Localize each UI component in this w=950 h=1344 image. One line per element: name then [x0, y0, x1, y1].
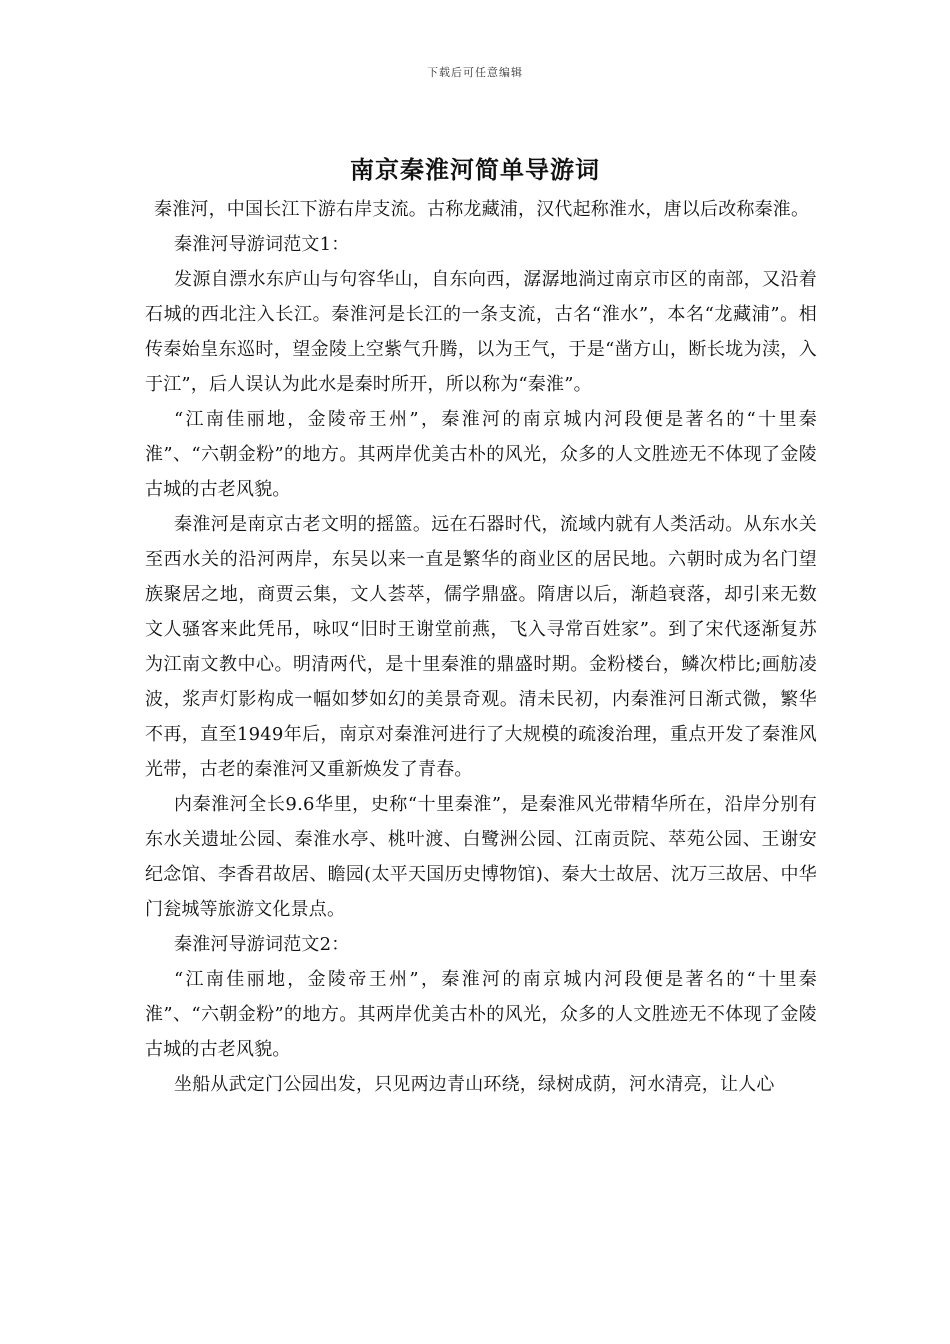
- paragraph: 内秦淮河全长9.6华里，史称“十里秦淮”，是秦淮风光带精华所在，沿岸分别有东水关遗址公园、秦淮水亭、桃叶渡、白鹭洲公园、江南贡院、萃苑公园、王谢安纪念馆、李香君故居、瞻园(太平天国历史博物馆)、秦大士故居、沈万三故居、中华门瓮城等旅游文化景点。: [145, 794, 817, 920]
- paragraph: “江南佳丽地，金陵帝王州”，秦淮河的南京城内河段便是著名的“十里秦淮”、“六朝金粉”的地方。其两岸优美古朴的风光，众多的人文胜迹无不体现了金陵古城的古老风貌。: [145, 969, 817, 1060]
- paragraph: “江南佳丽地，金陵帝王州”，秦淮河的南京城内河段便是著名的“十里秦淮”、“六朝金粉”的地方。其两岸优美古朴的风光，众多的人文胜迹无不体现了金陵古城的古老风貌。: [145, 409, 817, 500]
- paragraph: 秦淮河是南京古老文明的摇篮。远在石器时代，流域内就有人类活动。从东水关至西水关的沿河两岸，东吴以来一直是繁华的商业区的居民地。六朝时成为名门望族聚居之地，商贾云集，文人荟萃，儒学鼎盛。隋唐以后，渐趋衰落，却引来无数文人骚客来此凭吊，咏叹“旧时王谢堂前燕，飞入寻常百姓家”。到了宋代逐渐复苏为江南文教中心。明清两代，是十里秦淮的鼎盛时期。金粉楼台，鳞次栉比;画舫凌波，浆声灯影构成一幅如梦如幻的美景奇观。清未民初，内秦淮河日渐式微，繁华不再，直至1949年后，南京对秦淮河进行了大规模的疏浚治理，重点开发了秦淮风光带，古老的秦淮河又重新焕发了青春。: [145, 514, 817, 780]
- header-note: 下载后可任意编辑: [427, 66, 523, 79]
- paragraph: 坐船从武定门公园出发，只见两边青山环绕，绿树成荫，河水清亮，让人心: [174, 1074, 775, 1095]
- document-title: 南京秦淮河简单导游词: [350, 155, 600, 184]
- section-heading-sample-2: 秦淮河导游词范文2：: [174, 934, 350, 955]
- section-heading-sample-1: 秦淮河导游词范文1：: [174, 234, 350, 255]
- document-body: [145, 192, 817, 1102]
- paragraph-intro: 秦淮河，中国长江下游右岸支流。古称龙藏浦，汉代起称淮水，唐以后改称秦淮。: [154, 199, 810, 220]
- paragraph: 发源自漂水东庐山与句容华山，自东向西，潺潺地淌过南京市区的南部，又沿着石城的西北注入长江。秦淮河是长江的一条支流，古名“淮水”，本名“龙藏浦”。相传秦始皇东巡时，望金陵上空紫气升腾，以为王气，于是“凿方山，断长垅为渎，入于江”，后人误认为此水是秦时所开，所以称为“秦淮”。: [145, 269, 817, 395]
